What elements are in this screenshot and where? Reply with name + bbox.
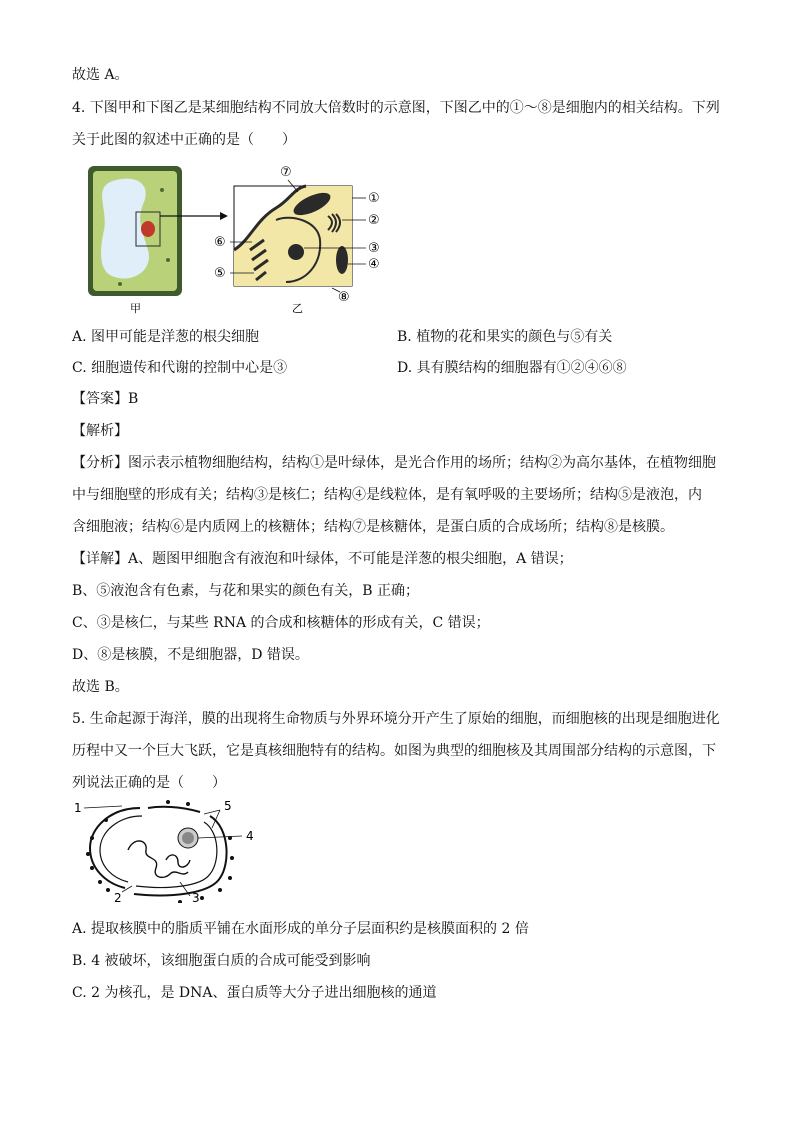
q5-option-a: A. 提取核膜中的脂质平铺在水面形成的单分子层面积约是核膜面积的 2 倍 [72,921,529,937]
q4-analysis-line-2: 中与细胞壁的形成有关；结构③是核仁；结构④是线粒体，是有氧呼吸的主要场所；结构⑤是液泡，内 [72,487,702,503]
q4-detail-line-1: 【详解】A、题图甲细胞含有液泡和叶绿体，不可能是洋葱的根尖细胞，A 错误； [72,551,573,567]
marker-1: ① [368,191,380,206]
prev-conclusion: 故选 A。 [72,67,129,83]
q5-stem-line-2: 历程中又一个巨大飞跃，它是真核细胞特有的结构。如图为典型的细胞核及其周围部分结构的示意图，下 [72,743,716,759]
marker-5: ⑤ [214,266,226,281]
q4-option-a: A. 图甲可能是洋葱的根尖细胞 [72,329,260,345]
q4-option-b: B. 植物的花和果实的颜色与⑤有关 [397,329,613,345]
q4-figure [80,160,400,318]
marker-3: ③ [368,241,380,256]
q5-stem-line-1: 5. 生命起源于海洋，膜的出现将生命物质与外界环境分开产生了原始的细胞，而细胞核的出现是细胞进化 [72,711,720,727]
marker-8: ⑧ [338,290,350,305]
q4-stem-line-2: 关于此图的叙述中正确的是（ ） [72,132,296,148]
label-1: 1 [74,801,82,815]
q5-nucleus-figure [70,798,270,903]
q4-analysis-heading: 【解析】 [72,423,128,439]
figure-label-yi: 乙 [292,302,303,315]
marker-2: ② [368,213,380,228]
q5-option-b: B. 4 被破坏，该细胞蛋白质的合成可能受到影响 [72,953,371,969]
q4-detail-line-2: B、⑤液泡含有色素，与花和果实的颜色有关，B 正确； [72,583,420,599]
q4-stem-line-1: 4. 下图甲和下图乙是某细胞结构不同放大倍数时的示意图，下图乙中的①～⑧是细胞内的相关结构。下列 [72,100,720,116]
q4-detail-line-4: D、⑧是核膜，不是细胞器，D 错误。 [72,647,309,663]
marker-4: ④ [368,257,380,272]
cell-yi-diagram [234,186,352,286]
q4-answer: 【答案】B [72,391,139,407]
cell-jia-diagram [88,166,182,296]
marker-7: ⑦ [280,165,292,180]
q5-option-c: C. 2 为核孔，是 DNA、蛋白质等大分子进出细胞核的通道 [72,985,437,1001]
q4-analysis-line-1: 【分析】图示表示植物细胞结构，结构①是叶绿体，是光合作用的场所；结构②为高尔基体，在植物细胞 [72,455,716,471]
q4-option-d: D. 具有膜结构的细胞器有①②④⑥⑧ [397,360,627,376]
label-4: 4 [246,829,254,843]
label-5: 5 [224,799,232,813]
label-3: 3 [192,891,200,903]
q4-detail-line-3: C、③是核仁，与某些 RNA 的合成和核糖体的形成有关，C 错误； [72,615,490,631]
q4-conclusion: 故选 B。 [72,679,129,695]
marker-6: ⑥ [214,235,226,250]
q4-analysis-line-3: 含细胞液；结构⑥是内质网上的核糖体；结构⑦是核糖体，是蛋白质的合成场所；结构⑧是核膜。 [72,519,674,535]
q5-stem-line-3: 列说法正确的是（ ） [72,775,226,791]
label-2: 2 [114,891,122,903]
q4-option-c: C. 细胞遗传和代谢的控制中心是③ [72,360,288,376]
figure-label-jia: 甲 [130,302,141,315]
